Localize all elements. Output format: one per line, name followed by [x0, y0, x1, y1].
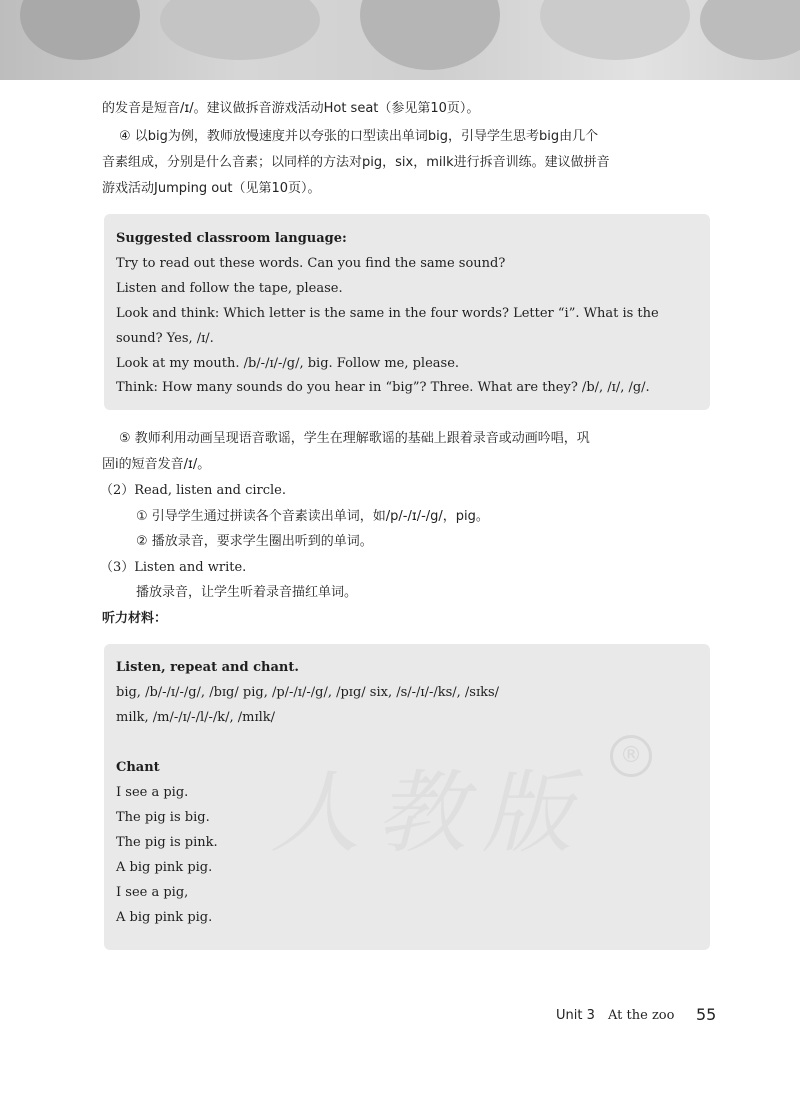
box-line: Look and think: Which letter is the same in the four words? Letter “i”. What is the — [116, 306, 659, 321]
registered-mark: ® — [610, 735, 652, 777]
header-banner — [0, 0, 800, 80]
chant-line: The pig is big. — [116, 810, 210, 825]
classroom-language-box — [104, 214, 710, 410]
body-line: ② 播放录音，要求学生圈出听到的单词。 — [136, 534, 373, 549]
body-line: ① 引导学生通过拼读各个音素读出单词，如/p/-/ɪ/-/g/，pig。 — [136, 509, 489, 524]
publisher-watermark: 人教版 — [270, 761, 588, 866]
body-line: ⑤ 教师利用动画呈现语音歌谣，学生在理解歌谣的基础上跟着录音或动画吟唱，巩 — [119, 431, 590, 446]
section-heading: （3）Listen and write. — [100, 560, 247, 575]
box-line: sound? Yes, /ɪ/. — [116, 331, 214, 346]
box-line: Look at my mouth. /b/-/ɪ/-/g/, big. Follow me, please. — [116, 356, 460, 371]
banner-decoration — [540, 0, 690, 60]
chant-line: A big pink pig. — [116, 860, 213, 875]
chant-line: The pig is pink. — [116, 835, 218, 850]
chant-line: I see a pig, — [116, 885, 189, 900]
banner-decoration — [20, 0, 140, 60]
banner-decoration — [160, 0, 320, 60]
body-line: 游戏活动Jumping out（见第10页）。 — [102, 181, 321, 196]
body-line: 固i的短音发音/ɪ/。 — [102, 457, 211, 472]
chant-line: A big pink pig. — [116, 910, 213, 925]
footer-title: At the zoo — [608, 1008, 675, 1023]
body-line: ④ 以big为例，教师放慢速度并以夸张的口型读出单词big，引导学生思考big由几个 — [119, 129, 599, 144]
body-line: 的发音是短音/ɪ/。建议做拆音游戏活动Hot seat（参见第10页）。 — [102, 101, 480, 116]
section-heading: （2）Read, listen and circle. — [100, 483, 286, 498]
banner-decoration — [700, 0, 800, 60]
box-line: Try to read out these words. Can you find the same sound? — [116, 256, 506, 271]
body-line: 音素组成，分别是什么音素；以同样的方法对pig，six，milk进行拆音训练。建议做拼音 — [102, 155, 610, 170]
chant-line: I see a pig. — [116, 785, 189, 800]
body-line: 播放录音，让学生听着录音描红单词。 — [136, 585, 358, 600]
chant-heading: Chant — [116, 760, 160, 775]
box-line: big, /b/-/ɪ/-/g/, /bɪg/ pig, /p/-/ɪ/-/g/, /pɪg/ six, /s/-/ɪ/-/ks/, /sɪks/ — [116, 685, 500, 700]
footer-unit: Unit 3 — [556, 1008, 595, 1023]
box-heading: Listen, repeat and chant. — [116, 660, 299, 675]
banner-decoration — [360, 0, 500, 70]
page-number: 55 — [696, 1005, 717, 1024]
listening-material-label: 听力材料： — [102, 611, 168, 626]
box-line: Listen and follow the tape, please. — [116, 281, 343, 296]
box-line: Think: How many sounds do you hear in “big”? Three. What are they? /b/, /ɪ/, /g/. — [116, 380, 650, 395]
box-heading: Suggested classroom language: — [116, 231, 347, 246]
box-line: milk, /m/-/ɪ/-/l/-/k/, /mɪlk/ — [116, 710, 276, 725]
